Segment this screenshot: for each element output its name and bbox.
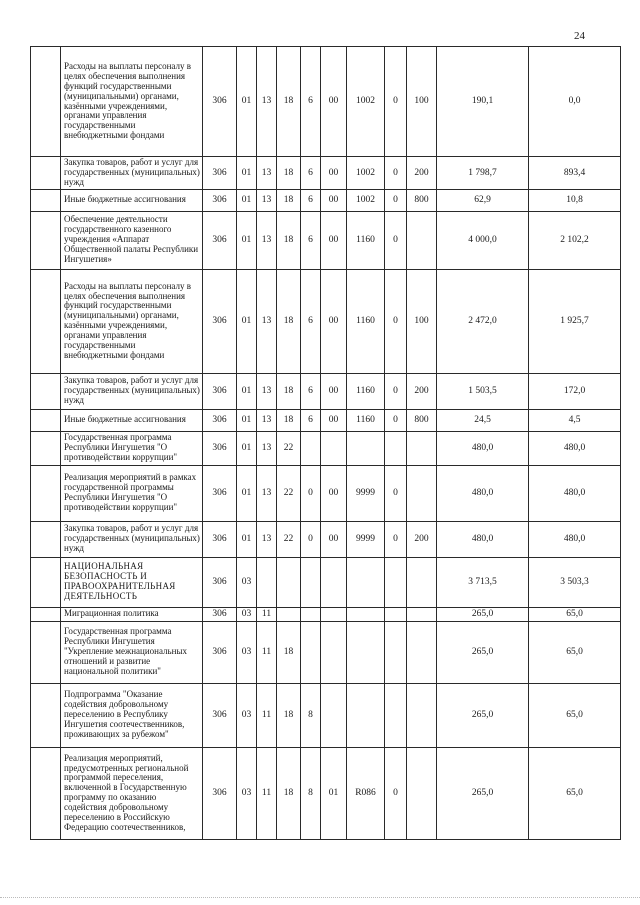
cell-c7: 1160 [347, 269, 385, 373]
cell-v2: 0,0 [529, 47, 621, 157]
row-name: Реализация мероприятий в рамках государственной программы Республики Ингушетия "О противодействии коррупции" [61, 465, 203, 521]
table-row [31, 683, 621, 747]
cell-v1: 1 798,7 [437, 157, 529, 190]
row-margin-cell [31, 269, 61, 373]
cell-c5: 6 [301, 157, 321, 190]
table-row [31, 409, 621, 431]
cell-c7: 1002 [347, 47, 385, 157]
cell-c1: 306 [203, 465, 237, 521]
cell-v1: 265,0 [437, 747, 529, 839]
cell-c4 [277, 557, 301, 607]
cell-c1: 306 [203, 747, 237, 839]
cell-c7: 9999 [347, 465, 385, 521]
cell-v2: 10,8 [529, 189, 621, 211]
table-row [31, 373, 621, 409]
cell-c3: 13 [257, 373, 277, 409]
cell-c7: R086 [347, 747, 385, 839]
cell-c1: 306 [203, 683, 237, 747]
cell-c7: 1160 [347, 373, 385, 409]
cell-v2: 480,0 [529, 431, 621, 465]
cell-c4: 18 [277, 373, 301, 409]
table-row [31, 465, 621, 521]
table-row [31, 269, 621, 373]
table-row [31, 157, 621, 190]
cell-c9: 800 [407, 409, 437, 431]
cell-v1: 265,0 [437, 607, 529, 621]
cell-c1: 306 [203, 211, 237, 269]
cell-c8: 0 [385, 521, 407, 557]
cell-v1: 480,0 [437, 465, 529, 521]
cell-c8: 0 [385, 47, 407, 157]
cell-c3: 13 [257, 47, 277, 157]
cell-c7: 1160 [347, 409, 385, 431]
cell-v2: 480,0 [529, 465, 621, 521]
table-row [31, 607, 621, 621]
cell-c4: 22 [277, 521, 301, 557]
row-name: Иные бюджетные ассигнования [61, 409, 203, 431]
cell-c7: 9999 [347, 521, 385, 557]
cell-c2: 03 [237, 607, 257, 621]
cell-v2: 65,0 [529, 747, 621, 839]
row-name: Расходы на выплаты персоналу в целях обеспечения выполнения функций государственными (муниципальными) органами, казёнными учреждениями, органами управления государственными внебюджетными фондами [61, 269, 203, 373]
cell-v2: 480,0 [529, 521, 621, 557]
cell-c3: 13 [257, 465, 277, 521]
row-name: Расходы на выплаты персоналу в целях обеспечения выполнения функций государственными (муниципальными) органами, казёнными учреждениями, органами управления государственными внебюджетными фондами [61, 47, 203, 157]
cell-c7: 1002 [347, 157, 385, 190]
cell-c2: 01 [237, 373, 257, 409]
cell-c6: 00 [321, 409, 347, 431]
cell-c5 [301, 557, 321, 607]
cell-c1: 306 [203, 47, 237, 157]
cell-c6: 00 [321, 465, 347, 521]
cell-c9 [407, 747, 437, 839]
cell-c8 [385, 621, 407, 683]
row-name: Закупка товаров, работ и услуг для государственных (муниципальных) нужд [61, 373, 203, 409]
cell-v1: 190,1 [437, 47, 529, 157]
row-margin-cell [31, 189, 61, 211]
cell-c2: 01 [237, 465, 257, 521]
cell-c5: 6 [301, 211, 321, 269]
cell-c1: 306 [203, 269, 237, 373]
cell-c6: 00 [321, 211, 347, 269]
cell-v1: 480,0 [437, 521, 529, 557]
cell-c4: 18 [277, 747, 301, 839]
cell-c2: 01 [237, 189, 257, 211]
cell-c1: 306 [203, 409, 237, 431]
cell-c5 [301, 621, 321, 683]
cell-c7 [347, 557, 385, 607]
cell-c3: 11 [257, 747, 277, 839]
cell-v2: 2 102,2 [529, 211, 621, 269]
cell-c7 [347, 431, 385, 465]
cell-v1: 1 503,5 [437, 373, 529, 409]
row-name: Закупка товаров, работ и услуг для государственных (муниципальных) нужд [61, 157, 203, 190]
cell-c6: 00 [321, 189, 347, 211]
row-margin-cell [31, 47, 61, 157]
cell-c5: 6 [301, 373, 321, 409]
row-margin-cell [31, 747, 61, 839]
cell-c6 [321, 621, 347, 683]
cell-c4: 18 [277, 621, 301, 683]
row-name: Государственная программа Республики Ингушетия "О противодействии коррупции" [61, 431, 203, 465]
cell-c2: 01 [237, 521, 257, 557]
cell-c6: 00 [321, 373, 347, 409]
row-margin-cell [31, 211, 61, 269]
cell-c8 [385, 683, 407, 747]
cell-c4: 18 [277, 189, 301, 211]
table-row [31, 557, 621, 607]
cell-c8 [385, 557, 407, 607]
cell-c2: 01 [237, 47, 257, 157]
row-name: Реализация мероприятий, предусмотренных региональной программой переселения, включенной в Государственную программу по оказанию содействия добровольному переселению в Российскую Федерацию соотечественников, [61, 747, 203, 839]
cell-c8: 0 [385, 373, 407, 409]
cell-c3: 13 [257, 431, 277, 465]
table-row [31, 189, 621, 211]
cell-c1: 306 [203, 521, 237, 557]
cell-c2: 03 [237, 747, 257, 839]
cell-c5: 6 [301, 409, 321, 431]
cell-c1: 306 [203, 189, 237, 211]
cell-c6 [321, 683, 347, 747]
cell-c1: 306 [203, 557, 237, 607]
cell-v2: 1 925,7 [529, 269, 621, 373]
cell-c8: 0 [385, 189, 407, 211]
cell-v2: 65,0 [529, 683, 621, 747]
cell-c9: 200 [407, 521, 437, 557]
row-margin-cell [31, 683, 61, 747]
cell-c2: 01 [237, 157, 257, 190]
cell-c4: 18 [277, 157, 301, 190]
cell-c1: 306 [203, 431, 237, 465]
cell-c9: 100 [407, 269, 437, 373]
cell-c3: 13 [257, 189, 277, 211]
cell-c8: 0 [385, 409, 407, 431]
row-name: Миграционная политика [61, 607, 203, 621]
row-margin-cell [31, 557, 61, 607]
cell-c5: 6 [301, 47, 321, 157]
cell-c2: 01 [237, 409, 257, 431]
row-margin-cell [31, 409, 61, 431]
cell-c5: 0 [301, 465, 321, 521]
cell-c6: 00 [321, 47, 347, 157]
cell-v2: 172,0 [529, 373, 621, 409]
row-name: НАЦИОНАЛЬНАЯ БЕЗОПАСНОСТЬ И ПРАВООХРАНИТЕЛЬНАЯ ДЕЯТЕЛЬНОСТЬ [61, 557, 203, 607]
cell-c7: 1002 [347, 189, 385, 211]
cell-c4: 18 [277, 409, 301, 431]
row-name: Подпрограмма "Оказание содействия добровольному переселению в Республику Ингушетия соотечественников, проживающих за рубежом" [61, 683, 203, 747]
cell-c8: 0 [385, 269, 407, 373]
cell-c5 [301, 431, 321, 465]
cell-c2: 03 [237, 683, 257, 747]
cell-c3: 13 [257, 409, 277, 431]
cell-c9 [407, 465, 437, 521]
cell-c5: 0 [301, 521, 321, 557]
row-margin-cell [31, 373, 61, 409]
row-margin-cell [31, 431, 61, 465]
cell-v1: 4 000,0 [437, 211, 529, 269]
cell-c3: 13 [257, 269, 277, 373]
cell-v1: 24,5 [437, 409, 529, 431]
cell-v1: 3 713,5 [437, 557, 529, 607]
row-name: Обеспечение деятельности государственного казенного учреждения «Аппарат Общественной палаты Республики Ингушетия» [61, 211, 203, 269]
cell-c4: 22 [277, 431, 301, 465]
cell-c3: 11 [257, 683, 277, 747]
cell-v1: 265,0 [437, 621, 529, 683]
cell-c2: 01 [237, 269, 257, 373]
cell-c1: 306 [203, 373, 237, 409]
cell-c8: 0 [385, 211, 407, 269]
cell-c7 [347, 607, 385, 621]
cell-c1: 306 [203, 621, 237, 683]
cell-v1: 480,0 [437, 431, 529, 465]
cell-c5: 8 [301, 683, 321, 747]
row-margin-cell [31, 465, 61, 521]
row-margin-cell [31, 521, 61, 557]
cell-c4: 18 [277, 47, 301, 157]
cell-c1: 306 [203, 157, 237, 190]
cell-c3: 13 [257, 211, 277, 269]
cell-v2: 3 503,3 [529, 557, 621, 607]
cell-c2: 01 [237, 211, 257, 269]
cell-c9 [407, 211, 437, 269]
table-row [31, 621, 621, 683]
cell-c6 [321, 557, 347, 607]
cell-c9 [407, 431, 437, 465]
cell-c8: 0 [385, 465, 407, 521]
cell-c7: 1160 [347, 211, 385, 269]
table-row [31, 47, 621, 157]
cell-c6 [321, 607, 347, 621]
cell-c8: 0 [385, 157, 407, 190]
cell-c9 [407, 621, 437, 683]
row-name: Закупка товаров, работ и услуг для государственных (муниципальных) нужд [61, 521, 203, 557]
cell-c1: 306 [203, 607, 237, 621]
cell-c9 [407, 683, 437, 747]
cell-c9: 800 [407, 189, 437, 211]
cell-c2: 01 [237, 431, 257, 465]
cell-c4: 18 [277, 211, 301, 269]
cell-c9: 100 [407, 47, 437, 157]
row-margin-cell [31, 607, 61, 621]
cell-c2: 03 [237, 557, 257, 607]
cell-c3 [257, 557, 277, 607]
cell-v1: 62,9 [437, 189, 529, 211]
scan-edge-line [0, 897, 640, 899]
row-name: Государственная программа Республики Ингушетия "Укрепление межнациональных отношений и развитие национальной политики" [61, 621, 203, 683]
cell-c7 [347, 621, 385, 683]
page-number: 24 [574, 30, 585, 42]
table-row [31, 521, 621, 557]
cell-c4: 18 [277, 269, 301, 373]
cell-c8 [385, 607, 407, 621]
cell-c4 [277, 607, 301, 621]
cell-c6: 00 [321, 269, 347, 373]
table-row [31, 747, 621, 839]
cell-c9 [407, 557, 437, 607]
cell-v2: 65,0 [529, 607, 621, 621]
budget-table [30, 46, 621, 840]
cell-c7 [347, 683, 385, 747]
cell-c5 [301, 607, 321, 621]
table-row [31, 431, 621, 465]
cell-c8: 0 [385, 747, 407, 839]
cell-c8 [385, 431, 407, 465]
cell-c6: 00 [321, 521, 347, 557]
row-name: Иные бюджетные ассигнования [61, 189, 203, 211]
cell-c3: 13 [257, 157, 277, 190]
cell-c6 [321, 431, 347, 465]
cell-c4: 22 [277, 465, 301, 521]
cell-c9: 200 [407, 157, 437, 190]
cell-c5: 6 [301, 269, 321, 373]
cell-c6: 01 [321, 747, 347, 839]
cell-v2: 4,5 [529, 409, 621, 431]
cell-c9: 200 [407, 373, 437, 409]
cell-c5: 8 [301, 747, 321, 839]
cell-v1: 2 472,0 [437, 269, 529, 373]
cell-v2: 893,4 [529, 157, 621, 190]
cell-c4: 18 [277, 683, 301, 747]
cell-c3: 11 [257, 621, 277, 683]
cell-c2: 03 [237, 621, 257, 683]
table-row [31, 211, 621, 269]
row-margin-cell [31, 621, 61, 683]
cell-c5: 6 [301, 189, 321, 211]
cell-c3: 11 [257, 607, 277, 621]
cell-c9 [407, 607, 437, 621]
cell-v2: 65,0 [529, 621, 621, 683]
cell-c6: 00 [321, 157, 347, 190]
cell-v1: 265,0 [437, 683, 529, 747]
cell-c3: 13 [257, 521, 277, 557]
row-margin-cell [31, 157, 61, 190]
